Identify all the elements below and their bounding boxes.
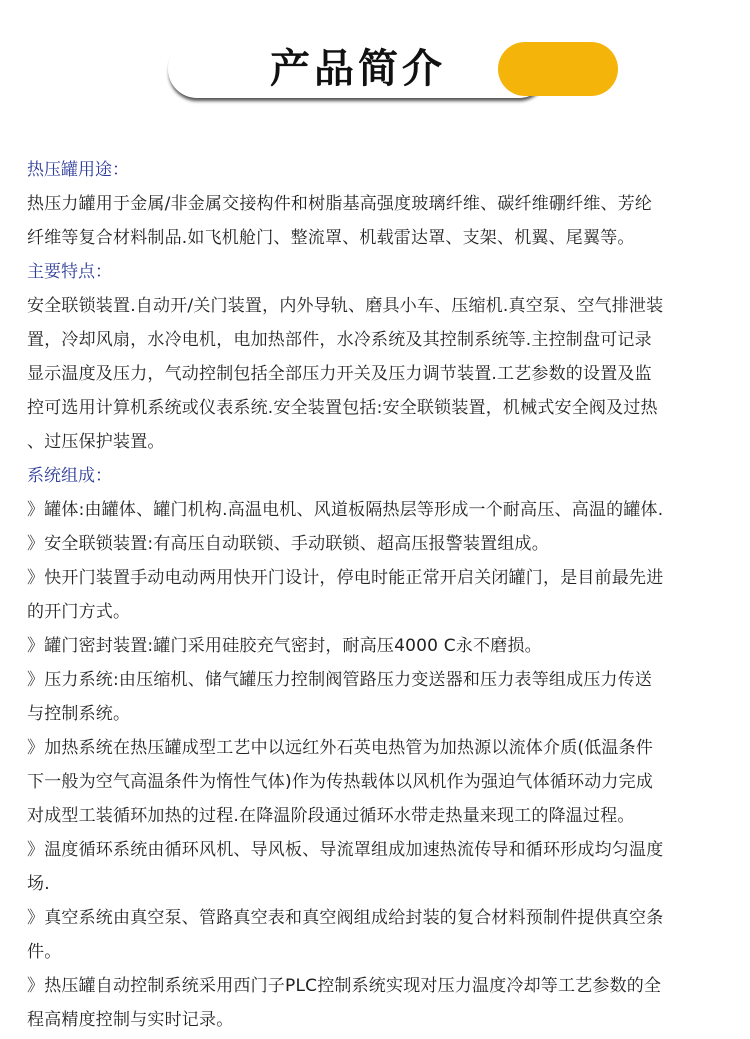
section-heading-usage: 热压罐用途：: [27, 160, 129, 180]
usage-paragraph: [27, 187, 735, 255]
text-line: 置，冷却风扇，水冷电机，电加热部件，水冷系统及其控制系统等.主控制盘可记录: [27, 330, 652, 350]
text-line: 热压力罐用于金属/非金属交接构件和树脂基高强度玻璃纤维、碳纤维硼纤维、芳纶: [27, 194, 653, 214]
section-heading-composition: 系统组成：: [27, 466, 112, 486]
content-area: [27, 153, 735, 1037]
text-line: 》安全联锁装置:有高压自动联锁、手动联锁、超高压报警装置组成。: [27, 534, 549, 554]
text-line: 》温度循环系统由循环风机、导风板、导流罩组成加速热流传导和循环形成均匀温度: [27, 840, 664, 860]
text-line: 》加热系统在热压罐成型工艺中以远红外石英电热管为加热源以流体介质(低温条件: [27, 738, 654, 758]
text-line: 下一般为空气高温条件为惰性气体)作为传热载体以风机作为强迫气体循环动力完成: [27, 772, 654, 792]
text-line: 与控制系统。: [27, 704, 131, 724]
composition-paragraph: [27, 493, 735, 1037]
page-title: 产品简介: [270, 46, 446, 92]
text-line: 安全联锁装置.自动开/关门装置，内外导轨、磨具小车、压缩机.真空泵、空气排泄装: [27, 296, 664, 316]
text-line: 》罐体:由罐体、罐门机构.高温电机、风道板隔热层等形成一个耐高压、高温的罐体.: [27, 500, 664, 520]
text-line: 程高精度控制与实时记录。: [27, 1010, 234, 1030]
section-heading-features: 主要特点：: [27, 262, 112, 282]
text-line: 显示温度及压力，气动控制包括全部压力开关及压力调节装置.工艺参数的设置及监: [27, 364, 652, 384]
text-line: 纤维等复合材料制品.如飞机舱门、整流罩、机载雷达罩、支架、机翼、尾翼等。: [27, 228, 635, 248]
text-line: 》压力系统:由压缩机、储气罐压力控制阀管路压力变送器和压力表等组成压力传送: [27, 670, 653, 690]
text-line: 》快开门装置手动电动两用快开门设计，停电时能正常开启关闭罐门，是目前最先进: [27, 568, 664, 588]
features-paragraph: [27, 289, 735, 459]
text-line: 》罐门密封装置:罐门采用硅胶充气密封，耐高压4000 C永不磨损。: [27, 636, 542, 656]
text-line: 、过压保护装置。: [27, 432, 165, 452]
text-line: 件。: [27, 942, 62, 962]
text-line: 的开门方式。: [27, 602, 131, 622]
text-line: 》真空系统由真空泵、管路真空表和真空阀组成给封装的复合材料预制件提供真空条: [27, 908, 664, 928]
text-line: 控可选用计算机系统或仪表系统.安全装置包括:安全联锁装置，机械式安全阀及过热: [27, 398, 658, 418]
text-line: 》热压罐自动控制系统采用西门子PLC控制系统实现对压力温度冷却等工艺参数的全: [27, 976, 662, 996]
text-line: 对成型工装循环加热的过程.在降温阶段通过循环水带走热量来现工的降温过程。: [27, 806, 635, 826]
text-line: 场.: [27, 874, 50, 894]
title-banner: [168, 40, 620, 102]
